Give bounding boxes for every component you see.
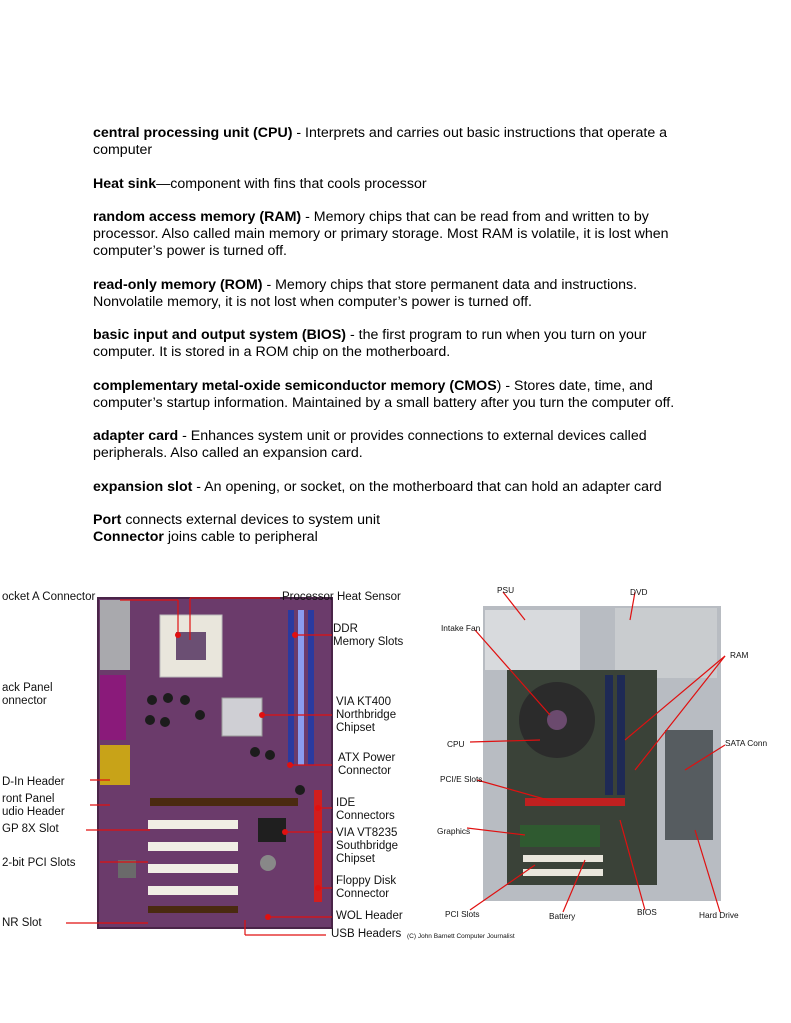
label-psu: PSU (497, 585, 515, 595)
description: - the first program to run when you turn on your computer. It is stored in a ROM chip on the motherboard. (93, 327, 647, 360)
cnr-slot (148, 906, 238, 913)
term: random access memory (RAM) (93, 209, 302, 225)
definition-ram (93, 209, 693, 260)
description: - Interprets and carries out basic instructions that operate a computer (93, 125, 668, 158)
definition-port (93, 512, 693, 529)
psu-unit (485, 610, 580, 670)
label-atx: ATX Power Connector (338, 752, 396, 777)
term: complementary metal-oxide semiconductor memory (CMOS (93, 377, 497, 394)
back-panel-connector (100, 675, 126, 740)
label-cd-header: D-In Header (2, 776, 65, 788)
bios-chip (118, 860, 136, 878)
label-vt8235: VIA VT8235 Southbridge Chipset (336, 827, 399, 865)
label-bios: BIOS (637, 907, 657, 917)
term: Heat sink (93, 175, 157, 192)
label-pcie: PCI/E Slots (440, 774, 483, 784)
term: adapter card (93, 428, 179, 444)
label-socket-a: ocket A Connector (2, 591, 96, 603)
description: - Enhances system unit or provides connections to external devices called peripherals. Also called an expansion card. (93, 428, 647, 461)
definitions-list (93, 125, 693, 546)
pci-slot-3 (148, 864, 238, 873)
pci-slot-2 (148, 842, 238, 851)
term: Port (93, 512, 122, 528)
ram-stick-1 (605, 675, 613, 795)
label-agp: GP 8X Slot (2, 823, 59, 835)
term: central processing unit (CPU) (93, 125, 293, 141)
ide-connectors (314, 790, 322, 880)
definition-rom (93, 277, 693, 311)
pci-slot-a (523, 855, 603, 862)
definition-expansion-slot (93, 479, 693, 496)
label-heat-sensor: Processor Heat Sensor (282, 591, 401, 603)
southbridge-chip (258, 818, 286, 842)
photo-credit: (C) John Barnett Computer Journalist (407, 933, 515, 940)
label-kt400: VIA KT400 Northbridge Chipset (336, 696, 397, 734)
cmos-battery (260, 855, 276, 871)
label-battery: Battery (549, 911, 576, 921)
description: - An opening, or socket, on the motherboard that can hold an adapter card (192, 478, 662, 495)
description: ) - Stores date, time, and computer’s startup information. Maintained by a small battery after you turn the computer off. (93, 377, 675, 411)
description: - Memory chips that can be read from and written to by processor. Also called main memory or primary storage. Most RAM is volatile, it is lost when computer’s power is turned off. (93, 209, 669, 259)
label-pci32: 2-bit PCI Slots (2, 857, 76, 869)
label-cnr: NR Slot (2, 917, 42, 929)
definition-adapter-card (93, 428, 693, 462)
definition-connector (93, 529, 693, 546)
label-pci: PCI Slots (445, 909, 480, 919)
definition-cpu (93, 125, 693, 159)
northbridge-heatsink (222, 698, 262, 736)
term: Connector (93, 529, 164, 545)
pc-case-illustration (425, 580, 791, 945)
term: basic input and output system (BIOS) (93, 327, 347, 343)
label-front-panel: ront Panel udio Header (2, 793, 65, 818)
definition-heat-sink (93, 176, 693, 193)
ddr-slot-3 (308, 610, 314, 765)
label-intake-fan: Intake Fan (441, 623, 481, 633)
io-ports (100, 600, 130, 670)
label-hdd: Hard Drive (699, 910, 739, 920)
definition-bios (93, 327, 693, 361)
ram-stick-2 (617, 675, 625, 795)
hard-drive-bay (665, 730, 713, 840)
pci-slot-b (523, 869, 603, 876)
description: connects external devices to system unit (121, 512, 381, 528)
pc-case-figure (407, 580, 791, 945)
label-ide: IDE Connectors (336, 797, 395, 822)
label-sata: SATA Conn (725, 738, 768, 748)
label-cpu: CPU (447, 739, 465, 749)
term: read-only memory (ROM) (93, 276, 263, 293)
label-graphics: Graphics (437, 826, 471, 836)
fan-hub (547, 710, 567, 730)
label-ram: RAM (730, 650, 749, 660)
graphics-card (520, 825, 600, 847)
agp-slot (150, 798, 298, 806)
label-back-panel: ack Panel onnector (2, 682, 53, 707)
description: —component with fins that cools processor (156, 175, 427, 192)
pci-slot-1 (148, 820, 238, 829)
term: expansion slot (93, 478, 193, 495)
audio-ports (100, 745, 130, 785)
pcie-slot (525, 798, 625, 806)
description: - Memory chips that store permanent data and instructions. Nonvolatile memory, it is not lost when computer’s power is turned off. (93, 276, 638, 310)
label-ddr: DDR Memory Slots (333, 623, 404, 648)
label-floppy: Floppy Disk Connector (336, 875, 397, 900)
label-usb: USB Headers (331, 928, 402, 940)
ddr-slot-2 (298, 610, 304, 765)
motherboard-figure (0, 580, 410, 945)
label-wol: WOL Header (336, 910, 403, 922)
label-dvd: DVD (630, 587, 648, 597)
pci-slot-4 (148, 886, 238, 895)
definition-cmos (93, 378, 693, 412)
description: joins cable to peripheral (163, 529, 318, 545)
